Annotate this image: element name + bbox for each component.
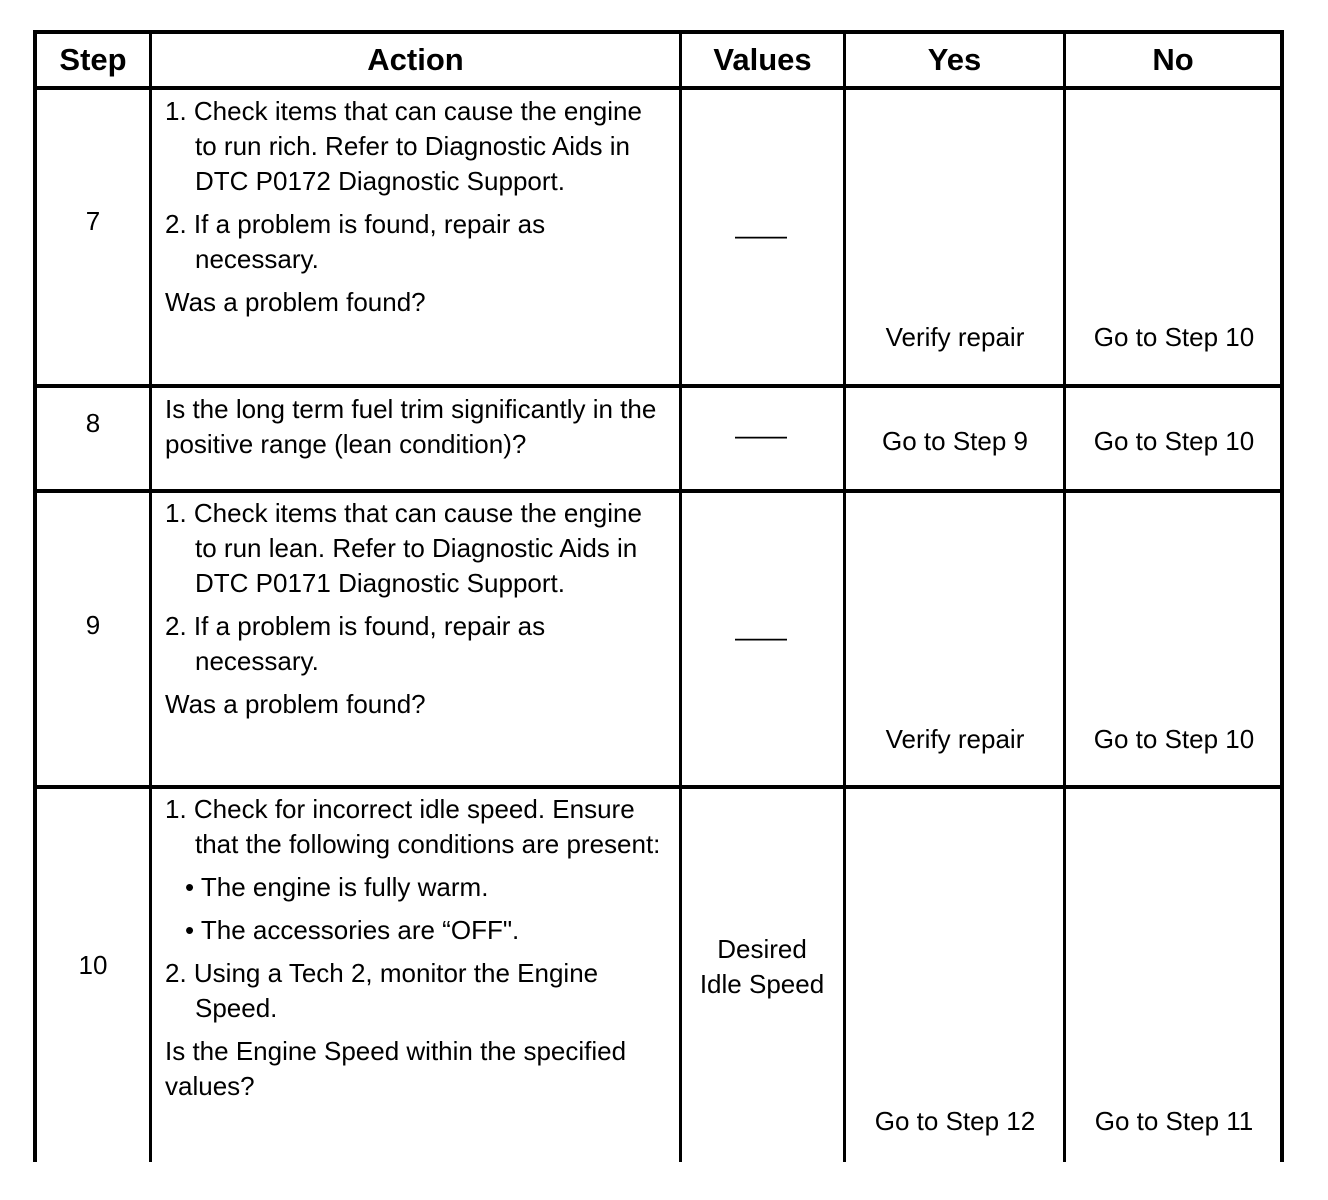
header-action: Action (367, 42, 464, 77)
row-divider (37, 384, 1280, 388)
action-item: 1. Check items that can cause the engine to run rich. Refer to Diagnostic Aids in DTC P0172 Diagnostic Support. (165, 96, 642, 196)
values-cell: —— (735, 220, 787, 250)
yes-cell: Verify repair (885, 724, 1025, 754)
row-divider (37, 489, 1280, 493)
action-cell (165, 792, 665, 1104)
values-cell: Desired Idle Speed (699, 934, 825, 999)
action-item: 2. If a problem is found, repair as necessary. (165, 209, 546, 274)
no-cell: Go to Step 10 (1093, 426, 1255, 456)
action-cell (165, 94, 665, 320)
step-number: 9 (85, 610, 101, 640)
header-values: Values (713, 42, 812, 77)
action-item: 1. Check for incorrect idle speed. Ensure that the following conditions are present: (165, 794, 661, 859)
column-divider (843, 34, 846, 1162)
bullet-item: • The accessories are “OFF". (185, 915, 520, 945)
no-cell: Go to Step 11 (1094, 1106, 1254, 1136)
action-item: 2. Using a Tech 2, monitor the Engine Speed. (165, 958, 599, 1023)
action-question: Was a problem found? (165, 287, 426, 317)
yes-cell: Go to Step 12 (874, 1106, 1036, 1136)
no-cell: Go to Step 10 (1093, 322, 1255, 352)
bullet-item: • The engine is fully warm. (185, 872, 489, 902)
step-number: 8 (85, 408, 101, 438)
step-number: 7 (85, 206, 101, 236)
values-cell: —— (735, 622, 787, 652)
action-question: Is the Engine Speed within the specified values? (165, 1036, 627, 1101)
no-cell: Go to Step 10 (1093, 724, 1255, 754)
column-divider (149, 34, 152, 1162)
action-item: 2. If a problem is found, repair as necessary. (165, 611, 546, 676)
action-question: Is the long term fuel trim significantly in the positive range (lean condition)? (165, 394, 657, 459)
row-divider (37, 86, 1280, 90)
diagnostic-table (33, 30, 1284, 1162)
header-step: Step (59, 42, 127, 77)
action-item: 1. Check items that can cause the engine to run lean. Refer to Diagnostic Aids in DTC P0171 Diagnostic Support. (165, 498, 642, 598)
header-yes: Yes (927, 42, 982, 77)
yes-cell: Verify repair (885, 322, 1025, 352)
values-cell: —— (735, 420, 787, 450)
column-divider (679, 34, 682, 1162)
step-number: 10 (78, 950, 108, 980)
header-no: No (1152, 42, 1194, 77)
action-cell (165, 496, 665, 722)
row-divider (37, 785, 1280, 789)
action-cell (165, 392, 665, 462)
column-divider (1063, 34, 1066, 1162)
action-question: Was a problem found? (165, 689, 426, 719)
yes-cell: Go to Step 9 (882, 426, 1028, 456)
